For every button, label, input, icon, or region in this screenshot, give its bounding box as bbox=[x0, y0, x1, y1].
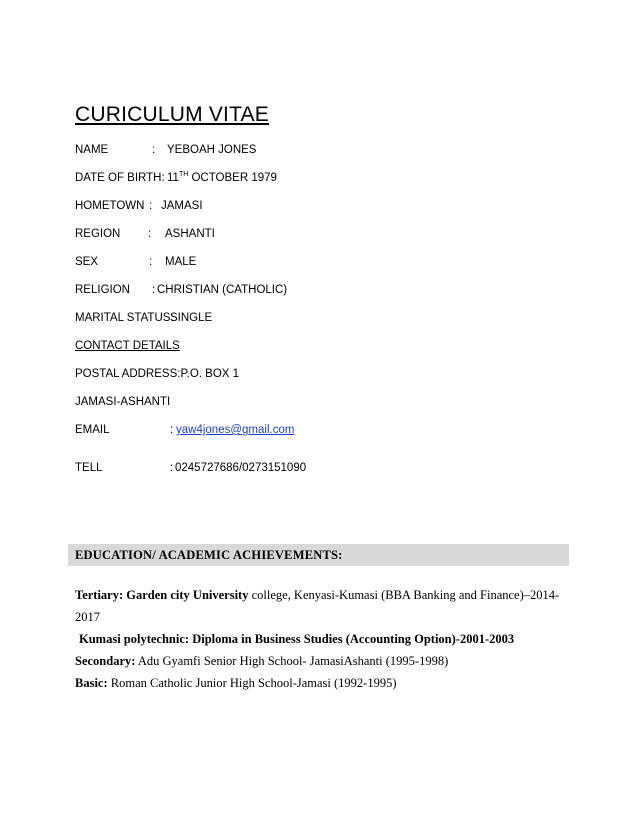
hometown-colon: : bbox=[149, 200, 153, 212]
name-colon: : bbox=[152, 144, 156, 156]
tell-label: TELL bbox=[75, 462, 103, 474]
name-label: NAME bbox=[75, 144, 109, 156]
cv-title: CURICULUM VITAE bbox=[75, 103, 269, 126]
postal-row bbox=[75, 368, 239, 380]
region-colon: : bbox=[148, 228, 152, 240]
sex-colon: : bbox=[149, 256, 153, 268]
edu-polytechnic bbox=[79, 628, 574, 650]
dob-value bbox=[167, 172, 277, 184]
marital-value: SINGLE bbox=[170, 312, 213, 324]
edu-basic-text: Roman Catholic Junior High School-Jamasi (1992-1995) bbox=[107, 676, 397, 690]
dob-suffix: TH bbox=[178, 171, 189, 179]
hometown-value: JAMASI bbox=[161, 200, 203, 212]
edu-tertiary-text: college, Kenyasi-Kumasi (BBA Banking and Finance)–2014-2017 bbox=[75, 588, 560, 624]
tell-value: 0245727686/0273151090 bbox=[175, 462, 307, 474]
edu-basic-label: Basic: bbox=[75, 676, 108, 690]
edu-basic bbox=[75, 672, 570, 694]
edu-tertiary-label: Tertiary: Garden city University bbox=[75, 588, 249, 602]
region-value: ASHANTI bbox=[165, 228, 215, 240]
name-value: YEBOAH JONES bbox=[167, 144, 257, 156]
edu-secondary bbox=[75, 650, 570, 672]
education-heading: EDUCATION/ ACADEMIC ACHIEVEMENTS: bbox=[75, 548, 343, 562]
sex-value: MALE bbox=[165, 256, 197, 268]
email-colon: : bbox=[170, 424, 174, 436]
marital-label: MARITAL STATUS: bbox=[75, 312, 174, 324]
postal-value: P.O. BOX 1 bbox=[180, 368, 240, 380]
edu-tertiary bbox=[75, 584, 570, 628]
religion-value: CHRISTIAN (CATHOLIC) bbox=[157, 284, 288, 296]
religion-label: RELIGION bbox=[75, 284, 130, 296]
dob-label: DATE OF BIRTH: bbox=[75, 172, 165, 184]
dob-day: 11 bbox=[167, 172, 179, 184]
contact-heading: CONTACT DETAILS bbox=[75, 340, 180, 352]
edu-polytechnic-text: Kumasi polytechnic: Diploma in Business Studies (Accounting Option)-2001-2003 bbox=[79, 632, 515, 646]
sex-label: SEX bbox=[75, 256, 99, 268]
tell-colon: : bbox=[170, 462, 174, 474]
email-link[interactable]: yaw4jones@gmail.com bbox=[176, 424, 295, 436]
edu-secondary-text: Adu Gyamfi Senior High School- JamasiAshanti (1995-1998) bbox=[135, 654, 449, 668]
email-label: EMAIL bbox=[75, 424, 110, 436]
postal-label: POSTAL ADDRESS: bbox=[75, 368, 181, 380]
edu-secondary-label: Secondary: bbox=[75, 654, 136, 668]
hometown-label: HOMETOWN bbox=[75, 200, 145, 212]
dob-rest: OCTOBER 1979 bbox=[188, 172, 277, 184]
religion-colon: : bbox=[152, 284, 156, 296]
postal-line2: JAMASI-ASHANTI bbox=[75, 396, 171, 408]
region-label: REGION bbox=[75, 228, 121, 240]
